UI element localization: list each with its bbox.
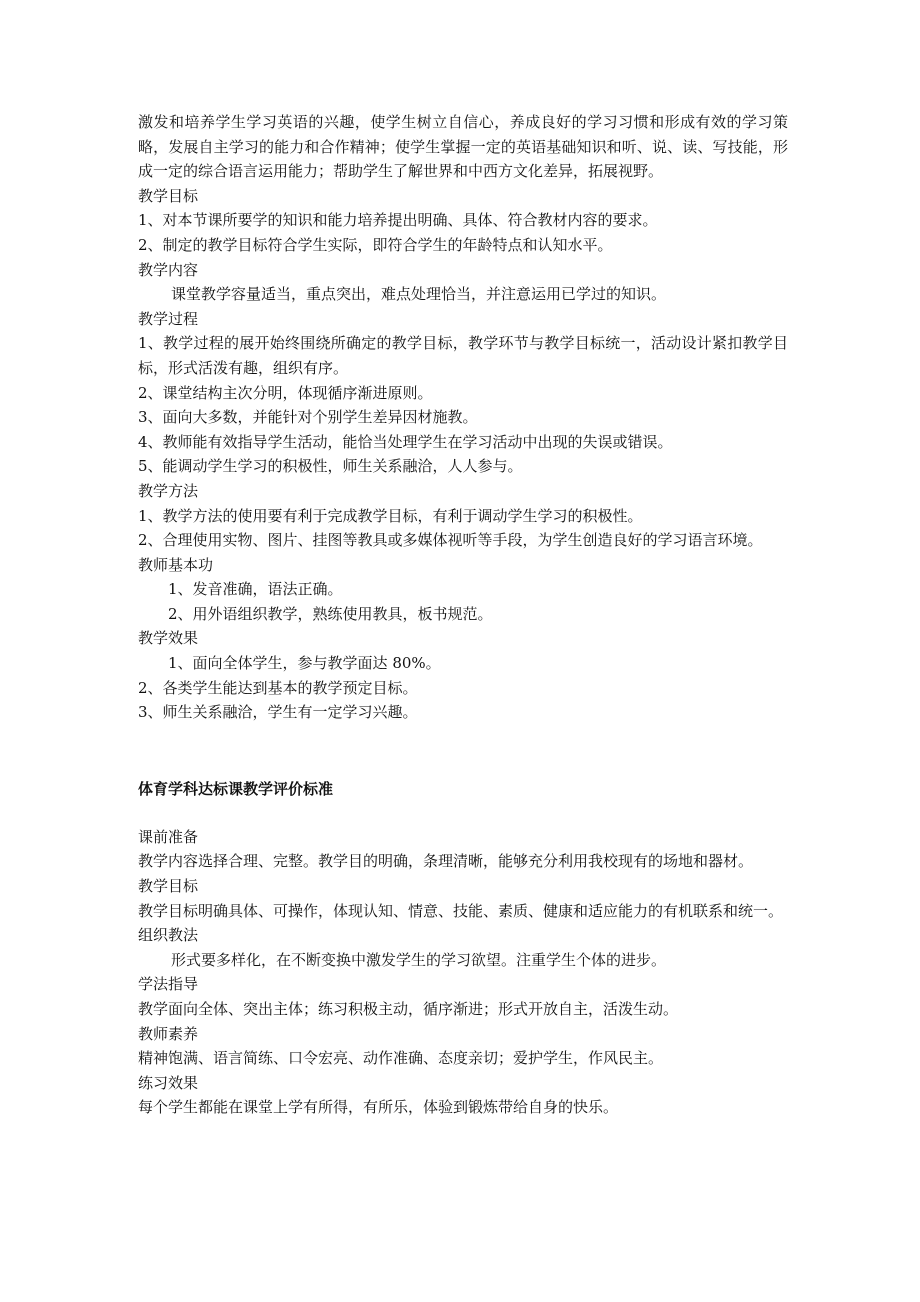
english-method-item: 2、合理使用实物、图片、挂图等教具或多媒体视听等手段，为学生创造良好的学习语言环境。 — [138, 531, 763, 550]
pe-org-heading: 组织教法 — [138, 926, 199, 945]
english-skills-item: 2、用外语组织教学，熟练使用教具，板书规范。 — [168, 604, 493, 623]
english-method-item: 1、教学方法的使用要有利于完成教学目标，有利于调动学生学习的积极性。 — [138, 506, 643, 525]
english-intro-paragraph: 激发和培养学生学习英语的兴趣，使学生树立自信心，养成良好的学习习惯和形成有效的学习策略，发展自主学习的能力和合作精神；使学生掌握一定的英语基础知识和听、说、读、写技能，形成一定的综合语言运用能力；帮助学生了解世界和中西方文化差异，拓展视野。 — [138, 113, 788, 181]
section-spacer — [138, 801, 788, 825]
english-goals-heading: 教学目标 — [138, 186, 199, 205]
pe-quality-text: 精神饱满、语言简练、口令宏亮、动作准确、态度亲切；爱护学生，作风民主。 — [138, 1049, 664, 1068]
english-process-item: 4、教师能有效指导学生活动，能恰当处理学生在学习活动中出现的失误或错误。 — [138, 432, 673, 451]
pe-goals-text: 教学目标明确具体、可操作，体现认知、情意、技能、素质、健康和适应能力的有机联系和统一。 — [138, 901, 784, 920]
pe-org-text: 形式要多样化，在不断变换中激发学生的学习欲望。注重学生个体的进步。 — [171, 950, 667, 969]
english-process-item: 2、课堂结构主次分明，体现循序渐进原则。 — [138, 383, 433, 402]
english-process-item: 1、教学过程的展开始终围绕所确定的教学目标，教学环节与教学目标统一，活动设计紧扣教学目标，形式活泼有趣，组织有序。 — [138, 334, 788, 377]
pe-standard-title: 体育学科达标课教学评价标准 — [138, 779, 334, 798]
pe-guide-text: 教学面向全体、突出主体；练习积极主动，循序渐进；形式开放自主，活泼生动。 — [138, 1000, 679, 1018]
pe-quality-heading: 教师素养 — [138, 1024, 199, 1043]
english-goal-item: 2、制定的教学目标符合学生实际，即符合学生的年龄特点和认知水平。 — [138, 235, 613, 254]
english-process-item: 5、能调动学生学习的积极性，师生关系融洽，人人参与。 — [138, 457, 523, 476]
english-effect-item: 2、各类学生能达到基本的教学预定目标。 — [138, 678, 418, 697]
pe-goals-heading: 教学目标 — [138, 877, 199, 896]
pe-effect-heading: 练习效果 — [138, 1073, 199, 1092]
english-method-heading: 教学方法 — [138, 481, 199, 500]
english-content-heading: 教学内容 — [138, 260, 199, 279]
english-process-heading: 教学过程 — [138, 309, 199, 328]
pe-prep-heading: 课前准备 — [138, 827, 199, 846]
pe-guide-heading: 学法指导 — [138, 975, 199, 994]
english-effect-heading: 教学效果 — [138, 629, 199, 648]
english-goal-item: 1、对本节课所要学的知识和能力培养提出明确、具体、符合教材内容的要求。 — [138, 211, 658, 230]
section-spacer — [138, 725, 788, 777]
pe-effect-text: 每个学生都能在课堂上学有所得，有所乐，体验到锻炼带给自身的快乐。 — [138, 1098, 619, 1117]
english-skills-heading: 教师基本功 — [138, 555, 214, 574]
pe-prep-text: 教学内容选择合理、完整。教学目的明确，条理清晰，能够充分利用我校现有的场地和器材。 — [138, 852, 754, 871]
english-process-item: 3、面向大多数，并能针对个别学生差异因材施教。 — [138, 408, 478, 427]
english-effect-item: 1、面向全体学生，参与教学面达 80%。 — [168, 654, 441, 673]
english-skills-item: 1、发音准确，语法正确。 — [168, 580, 343, 599]
english-content-text: 课堂教学容量适当，重点突出，难点处理恰当，并注意运用已学过的知识。 — [171, 285, 667, 304]
english-effect-item: 3、师生关系融洽，学生有一定学习兴趣。 — [138, 703, 418, 722]
document-body — [138, 110, 788, 1120]
